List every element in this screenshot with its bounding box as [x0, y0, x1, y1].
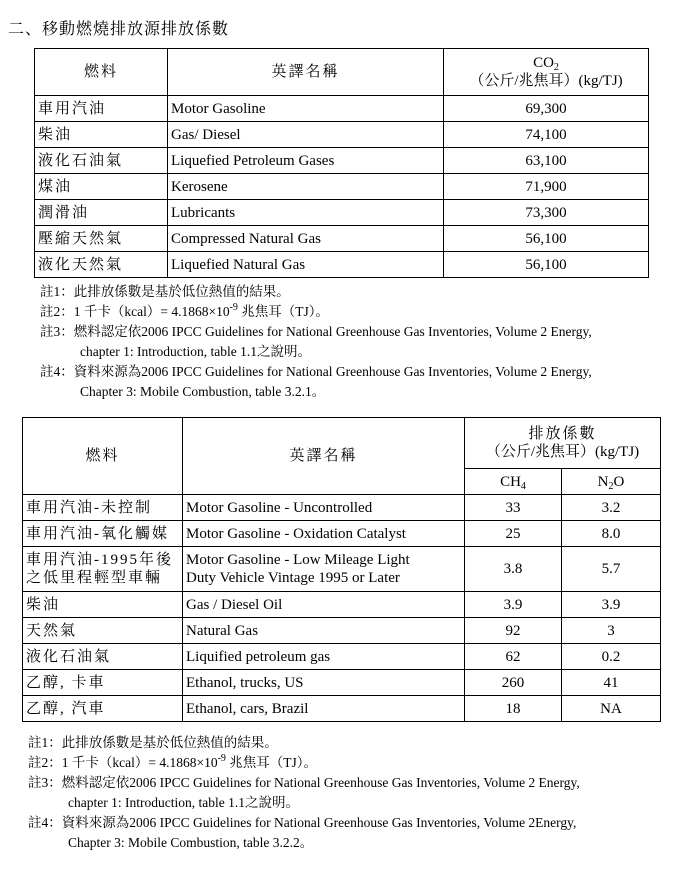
note-4: 註4：資料來源為2006 IPCC Guidelines for National Greenhouse Gas Inventories, Volume 2Energy, — [28, 815, 577, 830]
fuel-cell: 車用汽油-氧化觸媒 — [23, 521, 183, 547]
english-name-cell: Liquefied Natural Gas — [168, 252, 444, 278]
fuel-cell: 乙醇, 汽車 — [23, 696, 183, 722]
ch4-value-cell: 3.9 — [465, 592, 562, 618]
n2o-value-cell: 3.2 — [562, 495, 661, 521]
english-name-cell: Ethanol, cars, Brazil — [183, 696, 465, 722]
english-name-cell: Motor Gasoline — [168, 96, 444, 122]
fuel-cell: 煤油 — [35, 174, 168, 200]
english-name-cell: Motor Gasoline - Oxidation Catalyst — [183, 521, 465, 547]
fuel-cell: 潤滑油 — [35, 200, 168, 226]
header-n2o: $N_2O$ — [562, 469, 661, 495]
ch4-value-cell: 18 — [465, 696, 562, 722]
fuel-cell: 天然氣 — [23, 618, 183, 644]
table-row — [23, 696, 661, 722]
table-row — [23, 644, 661, 670]
english-name-cell: Motor Gasoline - Uncontrolled — [183, 495, 465, 521]
co2-value-cell: 56,100 — [444, 226, 649, 252]
ch4-n2o-emission-factor-table — [22, 417, 661, 722]
note-1: 註1：此排放係數是基於低位熱值的結果。 — [28, 735, 278, 750]
fuel-cell: 液化石油氣 — [23, 644, 183, 670]
n2o-value-cell: 41 — [562, 670, 661, 696]
fuel-cell: 液化天然氣 — [35, 252, 168, 278]
english-name-cell: Natural Gas — [183, 618, 465, 644]
n2o-value-cell: 5.7 — [562, 547, 661, 592]
section-heading: 二、移動燃燒排放源排放係數 — [8, 21, 230, 38]
note-3: 註3：燃料認定依2006 IPCC Guidelines for National Greenhouse Gas Inventories, Volume 2 Energy, — [28, 775, 580, 790]
co2-value-cell: 63,100 — [444, 148, 649, 174]
table-row — [23, 618, 661, 644]
note-1: 註1：此排放係數是基於低位熱值的結果。 — [40, 284, 290, 299]
fuel-line-1: 車用汽油-1995年後 — [26, 552, 173, 568]
fuel-cell: 乙醇, 卡車 — [23, 670, 183, 696]
fuel-cell: 液化石油氣 — [35, 148, 168, 174]
header-fuel: 燃料 — [35, 49, 168, 96]
note-4-cont: Chapter 3: Mobile Combustion, table 3.2.1。 — [80, 384, 326, 399]
table-row — [35, 252, 649, 278]
n2o-value-cell: 8.0 — [562, 521, 661, 547]
english-name-cell: Liquefied Petroleum Gases — [168, 148, 444, 174]
co2-value-cell: 69,300 — [444, 96, 649, 122]
table-row — [35, 96, 649, 122]
factor-label: 排放係數 — [528, 426, 597, 442]
factor-unit: （公斤/兆焦耳）(kg/TJ) — [485, 444, 640, 460]
english-line-1: Motor Gasoline - Low Mileage Light — [186, 552, 410, 568]
table-row — [35, 122, 649, 148]
table2-notes — [28, 733, 580, 853]
english-name-cell: Kerosene — [168, 174, 444, 200]
n2o-value-cell: NA — [562, 696, 661, 722]
ch4-value-cell: 260 — [465, 670, 562, 696]
co2-value-cell: 73,300 — [444, 200, 649, 226]
english-name-cell: Ethanol, trucks, US — [183, 670, 465, 696]
co2-value-cell: 71,900 — [444, 174, 649, 200]
table-header-row — [23, 418, 661, 469]
ch4-value-cell: 62 — [465, 644, 562, 670]
note-2: 註2：1 千卡（kcal）= $4.1868\times 10^{-9}$ 兆焦耳（TJ）。 — [40, 302, 330, 319]
ch4-value-cell: 3.8 — [465, 547, 562, 592]
table-header-row — [35, 49, 649, 96]
co2-emission-factor-table — [34, 48, 649, 278]
table-row — [23, 592, 661, 618]
header-fuel: 燃料 — [23, 418, 183, 495]
n2o-value-cell: 3 — [562, 618, 661, 644]
ch4-value-cell: 25 — [465, 521, 562, 547]
ch4-value-cell: 33 — [465, 495, 562, 521]
english-line-2: Duty Vehicle Vintage 1995 or Later — [186, 570, 400, 586]
co2-value-cell: 56,100 — [444, 252, 649, 278]
table-row — [35, 200, 649, 226]
fuel-cell: 柴油 — [35, 122, 168, 148]
table-row — [35, 226, 649, 252]
co2-label: CO — [533, 55, 554, 71]
co2-subscript: 2 — [553, 62, 559, 73]
header-emission-factor — [465, 418, 661, 469]
n2o-value-cell: 3.9 — [562, 592, 661, 618]
fuel-cell: 車用汽油-未控制 — [23, 495, 183, 521]
fuel-cell: 壓縮天然氣 — [35, 226, 168, 252]
table-row — [23, 521, 661, 547]
fuel-cell — [23, 547, 183, 592]
header-english-name: 英譯名稱 — [168, 49, 444, 96]
header-ch4: $CH_4$ — [465, 469, 562, 495]
header-english-name: 英譯名稱 — [183, 418, 465, 495]
header-co2 — [444, 49, 649, 96]
note-2: 註2：1 千卡（kcal）= $4.1868\times 10^{-9}$ 兆焦耳（TJ）。 — [28, 753, 318, 770]
table-row — [35, 148, 649, 174]
fuel-line-2: 之低里程輕型車輛 — [26, 570, 163, 586]
co2-unit: （公斤/兆焦耳）(kg/TJ) — [469, 73, 623, 89]
table1-notes — [40, 282, 592, 402]
ch4-value-cell: 92 — [465, 618, 562, 644]
table-row — [35, 174, 649, 200]
note-3-cont: chapter 1: Introduction, table 1.1之說明。 — [80, 344, 311, 359]
note-3-cont: chapter 1: Introduction, table 1.1之說明。 — [68, 795, 299, 810]
n2o-value-cell: 0.2 — [562, 644, 661, 670]
table-row — [23, 670, 661, 696]
note-4: 註4：資料來源為2006 IPCC Guidelines for National Greenhouse Gas Inventories, Volume 2 Energy, — [40, 364, 592, 379]
fuel-cell: 車用汽油 — [35, 96, 168, 122]
english-name-cell: Gas / Diesel Oil — [183, 592, 465, 618]
table-row — [23, 495, 661, 521]
english-name-cell — [183, 547, 465, 592]
table-row — [23, 547, 661, 592]
english-name-cell: Lubricants — [168, 200, 444, 226]
note-3: 註3：燃料認定依2006 IPCC Guidelines for National Greenhouse Gas Inventories, Volume 2 Energy, — [40, 324, 592, 339]
note-4-cont: Chapter 3: Mobile Combustion, table 3.2.2。 — [68, 835, 314, 850]
english-name-cell: Gas/ Diesel — [168, 122, 444, 148]
co2-value-cell: 74,100 — [444, 122, 649, 148]
fuel-cell: 柴油 — [23, 592, 183, 618]
english-name-cell: Liquified petroleum gas — [183, 644, 465, 670]
english-name-cell: Compressed Natural Gas — [168, 226, 444, 252]
